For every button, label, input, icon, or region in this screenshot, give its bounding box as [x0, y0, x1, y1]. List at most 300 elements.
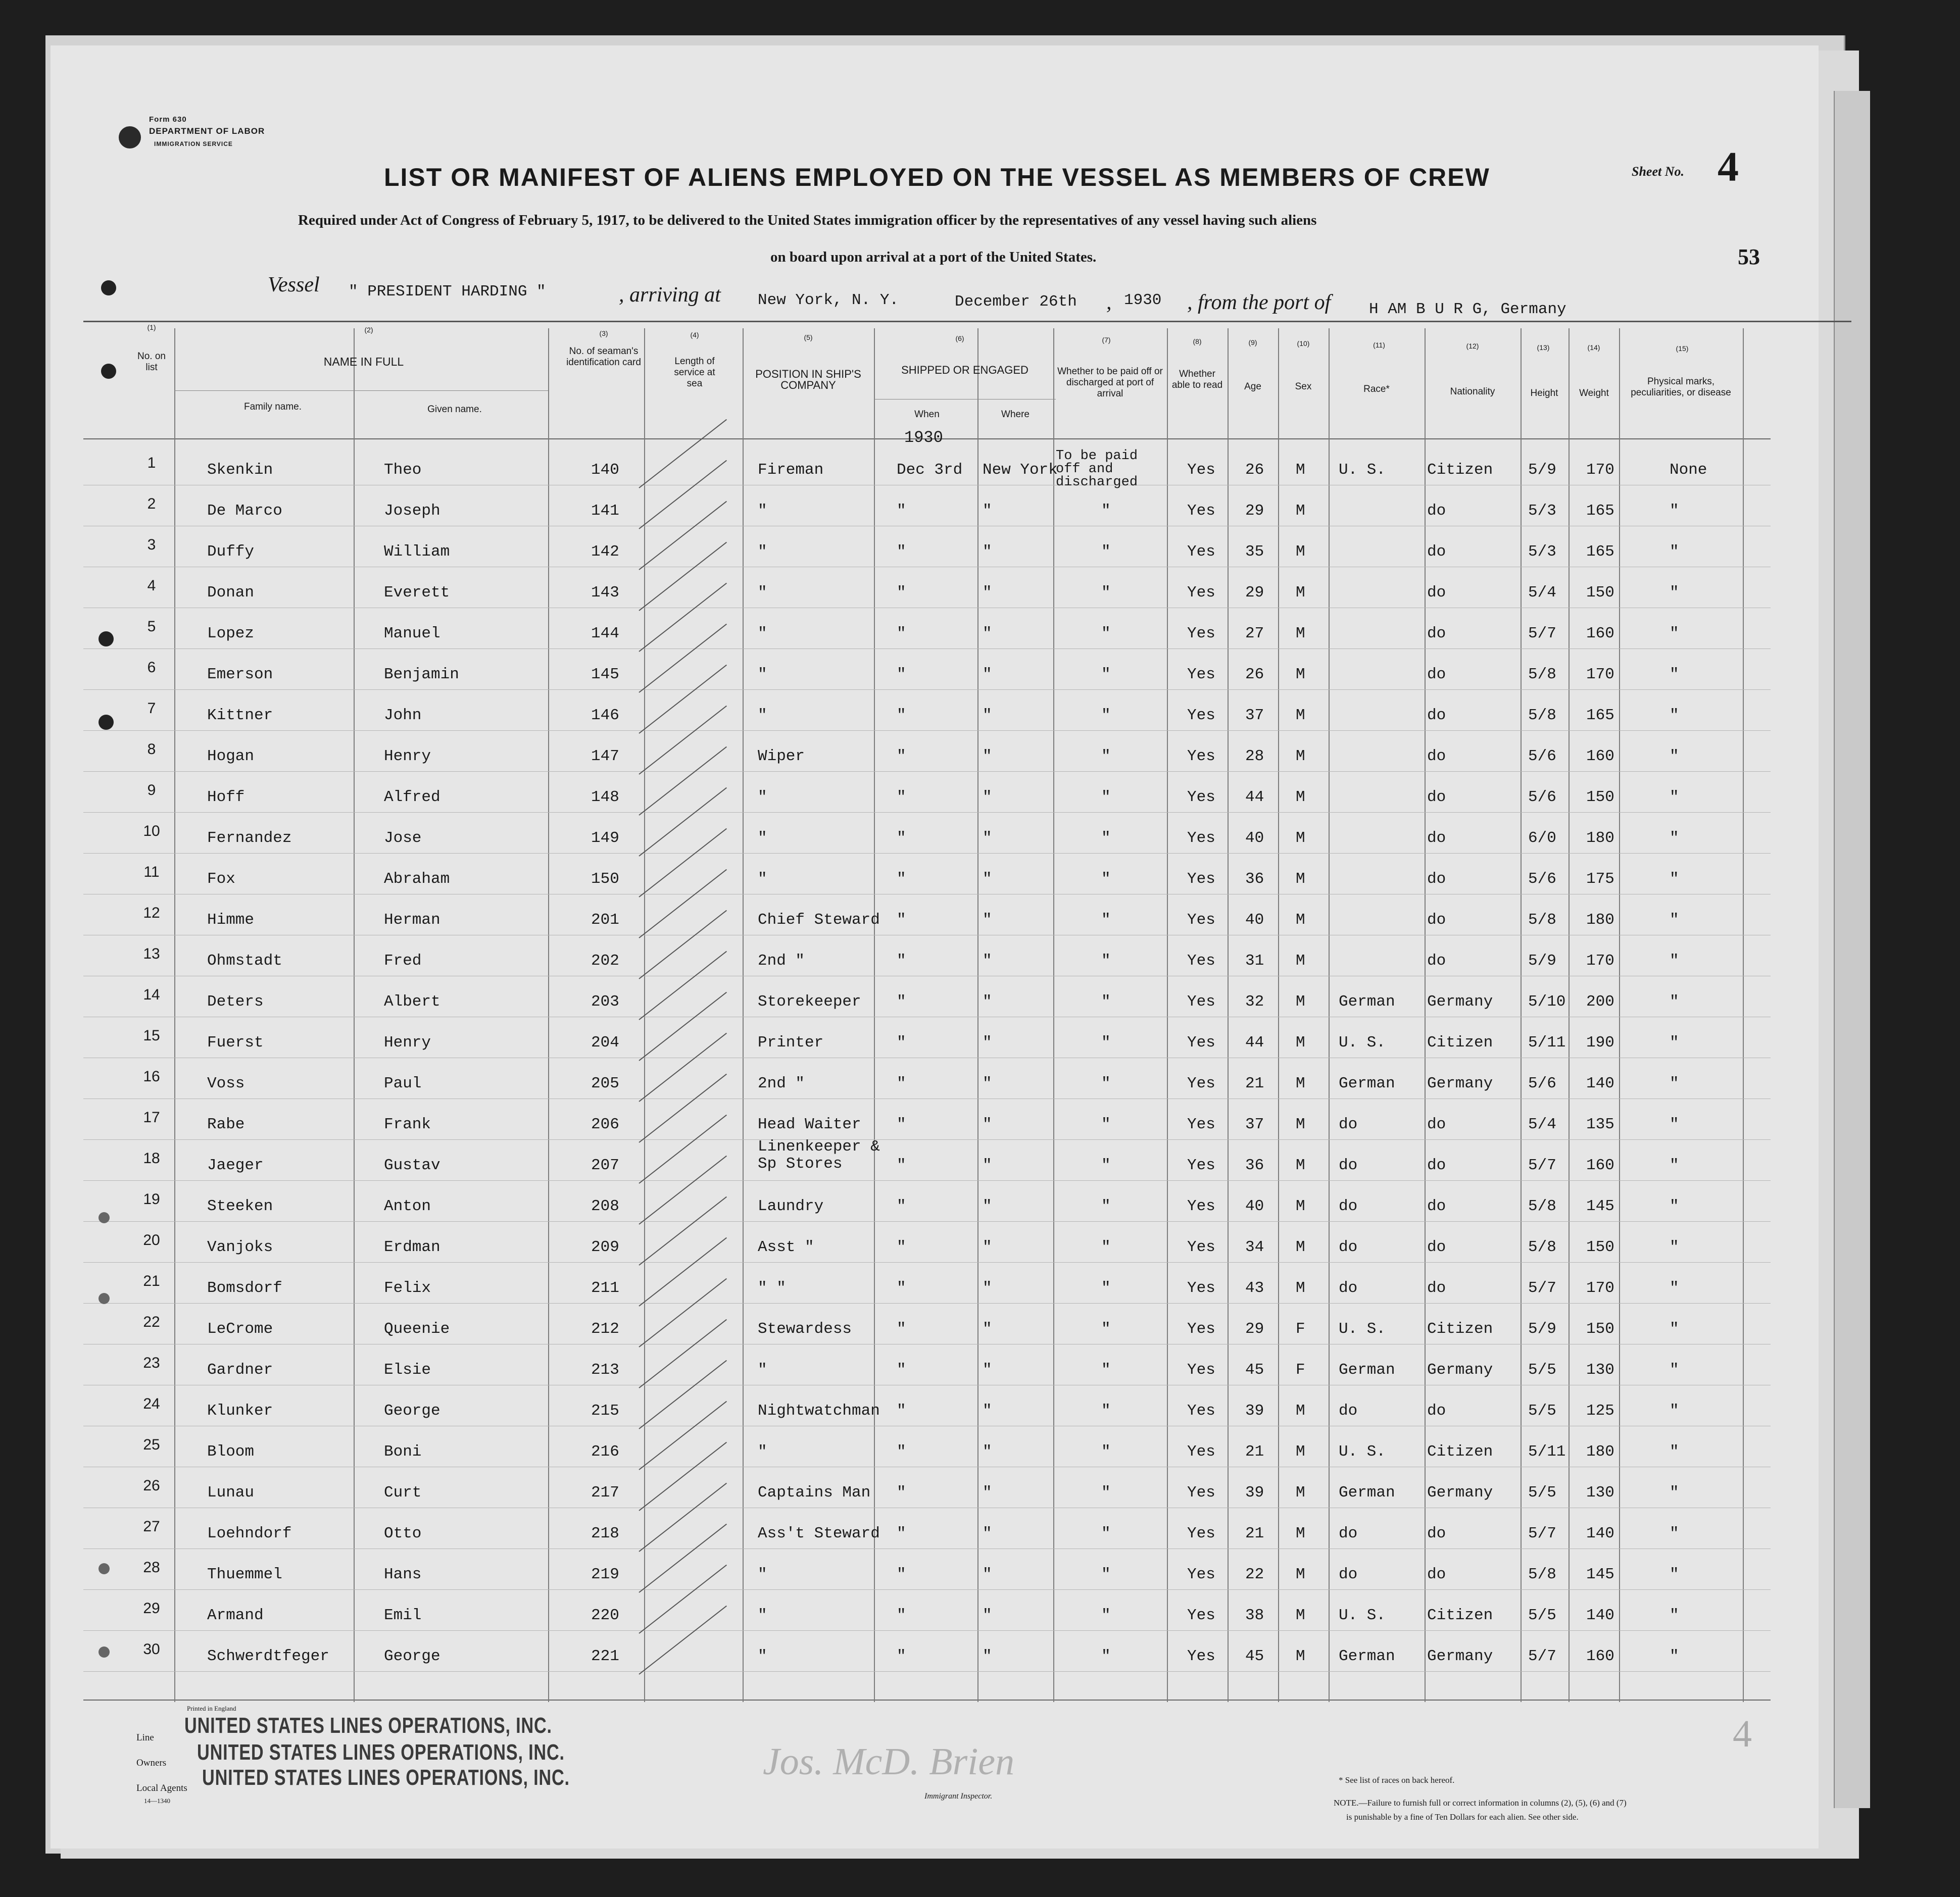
shipped-where: "	[983, 788, 992, 806]
shipped-where: "	[983, 1034, 992, 1052]
sex: M	[1296, 1566, 1305, 1583]
physical-marks: "	[1670, 1116, 1679, 1133]
able-to-read: Yes	[1187, 1484, 1215, 1502]
physical-marks: "	[1670, 625, 1679, 642]
age: 40	[1245, 911, 1264, 929]
shipped-when: "	[897, 502, 906, 520]
position: "	[758, 870, 767, 888]
given-name: Henry	[384, 747, 431, 765]
given-name: Abraham	[384, 870, 450, 888]
shipped-where: "	[983, 1116, 992, 1133]
height: 5/9	[1528, 1320, 1556, 1338]
given-name: Boni	[384, 1443, 422, 1461]
given-name: Curt	[384, 1484, 422, 1502]
nationality: do	[1427, 707, 1446, 724]
given-name: Albert	[384, 993, 440, 1011]
age: 40	[1245, 829, 1264, 847]
nationality: Citizen	[1427, 1034, 1493, 1052]
sex: M	[1296, 666, 1305, 683]
seal-icon	[119, 126, 141, 148]
nationality: do	[1427, 1525, 1446, 1542]
weight: 150	[1586, 1320, 1614, 1338]
height: 5/3	[1528, 543, 1556, 561]
age: 39	[1245, 1402, 1264, 1420]
position: 2nd "	[758, 952, 805, 970]
family-name: Himme	[207, 911, 255, 929]
weight: 170	[1586, 1279, 1614, 1297]
row-number: 21	[143, 1273, 160, 1289]
able-to-read: Yes	[1187, 1648, 1215, 1665]
given-name: John	[384, 707, 422, 724]
row-rule	[83, 1589, 1771, 1590]
shipped-when: "	[897, 870, 906, 888]
height: 5/8	[1528, 1566, 1556, 1583]
shipped-when: "	[897, 1197, 906, 1215]
physical-marks: "	[1670, 1607, 1679, 1624]
weight: 150	[1586, 584, 1614, 602]
paid-off: "	[1101, 1402, 1111, 1420]
sex: M	[1296, 1279, 1305, 1297]
shipped-when: "	[897, 1361, 906, 1379]
height: 5/9	[1528, 952, 1556, 970]
paid-off: "	[1101, 1566, 1111, 1583]
able-to-read: Yes	[1187, 1238, 1215, 1256]
family-name: Fox	[207, 870, 235, 888]
position: "	[758, 666, 767, 683]
shipped-when: "	[897, 1075, 906, 1092]
height: 5/4	[1528, 1116, 1556, 1133]
race: German	[1339, 1484, 1395, 1502]
row-number: 18	[143, 1150, 160, 1167]
row-number: 1	[147, 455, 156, 471]
year-separator: ,	[1106, 291, 1112, 314]
row-number: 3	[147, 536, 156, 553]
physical-marks: "	[1670, 1279, 1679, 1297]
able-to-read: Yes	[1187, 1116, 1215, 1133]
sex: M	[1296, 1443, 1305, 1461]
family-name: Kittner	[207, 707, 273, 724]
shipped-where: "	[983, 1279, 992, 1297]
printed-in: Printed in England	[187, 1705, 236, 1712]
able-to-read: Yes	[1187, 461, 1215, 479]
age: 45	[1245, 1648, 1264, 1665]
position: Wiper	[758, 747, 805, 765]
shipped-when: "	[897, 788, 906, 806]
shipped-where: "	[983, 625, 992, 642]
height: 5/11	[1528, 1034, 1566, 1052]
age: 44	[1245, 788, 1264, 806]
id-card: 221	[591, 1648, 619, 1665]
physical-marks: "	[1670, 1197, 1679, 1215]
height: 5/5	[1528, 1607, 1556, 1624]
nationality: do	[1427, 911, 1446, 929]
line-label: Line	[136, 1732, 154, 1743]
given-name: Erdman	[384, 1238, 440, 1256]
shipped-where: "	[983, 1607, 992, 1624]
position: Fireman	[758, 461, 824, 479]
sex: M	[1296, 788, 1305, 806]
age: 40	[1245, 1197, 1264, 1215]
given-name: Felix	[384, 1279, 431, 1297]
sex: M	[1296, 1075, 1305, 1092]
able-to-read: Yes	[1187, 952, 1215, 970]
weight: 175	[1586, 870, 1614, 888]
row-number: 10	[143, 823, 160, 839]
id-card: 212	[591, 1320, 619, 1338]
given-name: William	[384, 543, 450, 561]
vessel-label: Vessel	[268, 273, 320, 296]
family-name: Fernandez	[207, 829, 292, 847]
weight: 130	[1586, 1361, 1614, 1379]
position: " "	[758, 1279, 786, 1297]
colnum-11: (11)	[1373, 341, 1385, 349]
age: 21	[1245, 1525, 1264, 1542]
paid-off: "	[1101, 870, 1111, 888]
nationality: do	[1427, 747, 1446, 765]
given-name: George	[384, 1402, 440, 1420]
position: Ass't Steward	[758, 1525, 880, 1542]
given-name: Emil	[384, 1607, 422, 1624]
sex: M	[1296, 1607, 1305, 1624]
shipped-subdivider	[874, 399, 1056, 400]
subtitle-line1: Required under Act of Congress of February 5, 1917, to be delivered to the United States immigration officer by the representatives of any vessel having such aliens	[298, 212, 1317, 228]
hdr-race: Race*	[1363, 384, 1390, 394]
physical-marks: "	[1670, 1648, 1679, 1665]
id-card: 148	[591, 788, 619, 806]
paid-off: "	[1101, 1279, 1111, 1297]
service-label: IMMIGRATION SERVICE	[154, 140, 233, 147]
height: 5/11	[1528, 1443, 1566, 1461]
inspector-signature: Jos. McD. Brien	[763, 1740, 1015, 1783]
binder-hole	[99, 1563, 110, 1574]
able-to-read: Yes	[1187, 1034, 1215, 1052]
given-name: Everett	[384, 584, 450, 602]
race: do	[1339, 1157, 1358, 1174]
weight: 190	[1586, 1034, 1614, 1052]
family-name: Voss	[207, 1075, 245, 1092]
position: 2nd "	[758, 1075, 805, 1092]
height: 5/5	[1528, 1402, 1556, 1420]
nationality: Germany	[1427, 1075, 1493, 1092]
shipped-when: Dec 3rd	[897, 461, 963, 479]
height: 5/7	[1528, 1279, 1556, 1297]
race: German	[1339, 993, 1395, 1011]
position: Chief Steward	[758, 911, 880, 929]
nationality: do	[1427, 1116, 1446, 1133]
id-card: 206	[591, 1116, 619, 1133]
row-number: 6	[147, 659, 156, 676]
family-name: Thuemmel	[207, 1566, 282, 1583]
height: 5/8	[1528, 911, 1556, 929]
nationality: do	[1427, 584, 1446, 602]
family-name: Bloom	[207, 1443, 255, 1461]
hdr-paid-off: Whether to be paid off or discharged at port of arrival	[1057, 366, 1163, 399]
hdr-sex: Sex	[1295, 381, 1312, 392]
age: 26	[1245, 461, 1264, 479]
able-to-read: Yes	[1187, 1075, 1215, 1092]
paid-off: "	[1101, 543, 1111, 561]
row-number: 4	[147, 577, 156, 594]
colnum-13: (13)	[1537, 343, 1550, 352]
height: 5/8	[1528, 666, 1556, 683]
nationality: do	[1427, 1566, 1446, 1583]
given-name: Paul	[384, 1075, 422, 1092]
race: German	[1339, 1361, 1395, 1379]
given-name: Joseph	[384, 502, 440, 520]
given-name: Fred	[384, 952, 422, 970]
form-code: 14—1340	[144, 1797, 170, 1805]
row-number: 25	[143, 1436, 160, 1453]
given-name: Elsie	[384, 1361, 431, 1379]
paid-off: "	[1101, 747, 1111, 765]
given-name: Otto	[384, 1525, 422, 1542]
sex: M	[1296, 1525, 1305, 1542]
table-bottom-border	[83, 1700, 1771, 1701]
able-to-read: Yes	[1187, 1607, 1215, 1624]
nationality: Citizen	[1427, 1443, 1493, 1461]
paid-off: "	[1101, 1484, 1111, 1502]
id-card: 146	[591, 707, 619, 724]
position: "	[758, 1361, 767, 1379]
sheet-no-label: Sheet No.	[1632, 164, 1684, 179]
weight: 170	[1586, 461, 1614, 479]
age: 27	[1245, 625, 1264, 642]
sex: M	[1296, 461, 1305, 479]
shipped-where: "	[983, 502, 992, 520]
given-name: Theo	[384, 461, 422, 479]
shipped-where: "	[983, 1320, 992, 1338]
given-name: George	[384, 1648, 440, 1665]
shipped-where: "	[983, 1484, 992, 1502]
physical-marks: "	[1670, 788, 1679, 806]
shipped-where: "	[983, 747, 992, 765]
race: do	[1339, 1566, 1358, 1583]
family-name: Loehndorf	[207, 1525, 292, 1542]
stamp-agents: UNITED STATES LINES OPERATIONS, INC.	[202, 1765, 570, 1790]
year-entry: 1930	[904, 428, 943, 447]
id-card: 145	[591, 666, 619, 683]
paid-off: "	[1101, 1320, 1111, 1338]
weight: 140	[1586, 1607, 1614, 1624]
race-note: * See list of races on back hereof.	[1339, 1775, 1455, 1785]
height: 5/6	[1528, 788, 1556, 806]
binder-hole	[101, 364, 116, 379]
row-rule	[83, 689, 1771, 690]
age: 45	[1245, 1361, 1264, 1379]
nationality: do	[1427, 1402, 1446, 1420]
weight: 160	[1586, 1157, 1614, 1174]
shipped-when: "	[897, 1566, 906, 1583]
id-card: 216	[591, 1443, 619, 1461]
able-to-read: Yes	[1187, 1157, 1215, 1174]
binder-hole	[99, 1293, 110, 1304]
able-to-read: Yes	[1187, 911, 1215, 929]
shipped-where: "	[983, 1197, 992, 1215]
shipped-when: "	[897, 1238, 906, 1256]
paid-off: "	[1101, 1525, 1111, 1542]
pencil-page-number: 4	[1733, 1713, 1752, 1755]
row-rule	[83, 1671, 1771, 1672]
shipped-when: "	[897, 1034, 906, 1052]
age: 37	[1245, 1116, 1264, 1133]
able-to-read: Yes	[1187, 502, 1215, 520]
race: do	[1339, 1525, 1358, 1542]
age: 38	[1245, 1607, 1264, 1624]
shipped-when: "	[897, 747, 906, 765]
weight: 140	[1586, 1075, 1614, 1092]
height: 5/7	[1528, 1525, 1556, 1542]
sex: M	[1296, 1484, 1305, 1502]
nationality: Citizen	[1427, 1607, 1493, 1624]
family-name: Ohmstadt	[207, 952, 282, 970]
paid-off: "	[1101, 1157, 1111, 1174]
height: 5/10	[1528, 993, 1566, 1011]
id-card: 204	[591, 1034, 619, 1052]
nationality: Germany	[1427, 993, 1493, 1011]
given-name: Gustav	[384, 1157, 440, 1174]
vessel-name: " PRESIDENT HARDING "	[349, 283, 546, 301]
given-name: Alfred	[384, 788, 440, 806]
note-line2: is punishable by a fine of Ten Dollars for each alien. See other side.	[1346, 1812, 1579, 1822]
physical-marks: "	[1670, 1361, 1679, 1379]
family-name: Jaeger	[207, 1157, 264, 1174]
physical-marks: "	[1670, 707, 1679, 724]
given-name: Herman	[384, 911, 440, 929]
position: "	[758, 1443, 767, 1461]
position: "	[758, 543, 767, 561]
family-name: Bomsdorf	[207, 1279, 282, 1297]
age: 43	[1245, 1279, 1264, 1297]
physical-marks: "	[1670, 829, 1679, 847]
position: "	[758, 625, 767, 642]
paid-off: "	[1101, 666, 1111, 683]
row-number: 24	[143, 1395, 160, 1412]
id-card: 141	[591, 502, 619, 520]
shipped-where: "	[983, 993, 992, 1011]
row-number: 12	[143, 905, 160, 921]
inspector-label: Immigrant Inspector.	[924, 1792, 993, 1801]
position: "	[758, 1566, 767, 1583]
family-name: Lopez	[207, 625, 255, 642]
family-name: Fuerst	[207, 1034, 264, 1052]
row-number: 27	[143, 1518, 160, 1535]
weight: 180	[1586, 1443, 1614, 1461]
back-sheet-edge	[1834, 91, 1870, 1808]
physical-marks: "	[1670, 1443, 1679, 1461]
able-to-read: Yes	[1187, 1525, 1215, 1542]
able-to-read: Yes	[1187, 788, 1215, 806]
race: U. S.	[1339, 1320, 1386, 1338]
paid-off: "	[1101, 788, 1111, 806]
shipped-when: "	[897, 829, 906, 847]
weight: 165	[1586, 502, 1614, 520]
position: "	[758, 584, 767, 602]
able-to-read: Yes	[1187, 666, 1215, 683]
physical-marks: "	[1670, 747, 1679, 765]
family-name: Gardner	[207, 1361, 273, 1379]
given-name: Manuel	[384, 625, 440, 642]
height: 5/7	[1528, 1648, 1556, 1665]
able-to-read: Yes	[1187, 625, 1215, 642]
nationality: do	[1427, 829, 1446, 847]
position: Asst "	[758, 1238, 814, 1256]
nationality: do	[1427, 952, 1446, 970]
weight: 180	[1586, 911, 1614, 929]
family-name: LeCrome	[207, 1320, 273, 1338]
paid-off: "	[1101, 1075, 1111, 1092]
page-title: LIST OR MANIFEST OF ALIENS EMPLOYED ON THE VESSEL AS MEMBERS OF CREW	[384, 163, 1490, 191]
position: "	[758, 707, 767, 724]
id-card: 215	[591, 1402, 619, 1420]
able-to-read: Yes	[1187, 707, 1215, 724]
sex: M	[1296, 993, 1305, 1011]
row-rule	[83, 1303, 1771, 1304]
arrival-date: December 26th	[955, 293, 1077, 311]
shipped-when: "	[897, 666, 906, 683]
race: do	[1339, 1116, 1358, 1133]
row-number: 14	[143, 986, 160, 1003]
paid-off: "	[1101, 829, 1111, 847]
weight: 170	[1586, 952, 1614, 970]
weight: 125	[1586, 1402, 1614, 1420]
colnum-4: (4)	[690, 331, 699, 339]
hdr-nationality: Nationality	[1450, 386, 1495, 397]
age: 29	[1245, 584, 1264, 602]
shipped-when: "	[897, 1402, 906, 1420]
weight: 160	[1586, 1648, 1614, 1665]
shipped-where: "	[983, 1361, 992, 1379]
physical-marks: "	[1670, 1402, 1679, 1420]
race: do	[1339, 1197, 1358, 1215]
able-to-read: Yes	[1187, 1279, 1215, 1297]
nationality: Germany	[1427, 1484, 1493, 1502]
nationality: do	[1427, 666, 1446, 683]
row-number: 11	[143, 864, 160, 880]
age: 28	[1245, 747, 1264, 765]
sex: M	[1296, 707, 1305, 724]
table-top-border	[83, 321, 1851, 322]
colnum-3: (3)	[599, 329, 608, 337]
paid-off: To be paid off and discharged	[1056, 448, 1138, 490]
dept-label: DEPARTMENT OF LABOR	[149, 126, 265, 136]
id-card: 208	[591, 1197, 619, 1215]
shipped-where: "	[983, 1157, 992, 1174]
weight: 140	[1586, 1525, 1614, 1542]
age: 21	[1245, 1443, 1264, 1461]
nationality: do	[1427, 870, 1446, 888]
race: do	[1339, 1279, 1358, 1297]
hdr-position: POSITION IN SHIP'S COMPANY	[755, 368, 861, 391]
height: 5/8	[1528, 1238, 1556, 1256]
stamp-owners: UNITED STATES LINES OPERATIONS, INC.	[197, 1740, 565, 1765]
position: "	[758, 829, 767, 847]
age: 35	[1245, 543, 1264, 561]
height: 5/6	[1528, 870, 1556, 888]
colnum-14: (14)	[1587, 343, 1600, 352]
able-to-read: Yes	[1187, 1197, 1215, 1215]
physical-marks: "	[1670, 993, 1679, 1011]
shipped-where: "	[983, 829, 992, 847]
nationality: Citizen	[1427, 461, 1493, 479]
owners-label: Owners	[136, 1758, 167, 1768]
row-rule	[83, 648, 1771, 649]
race: do	[1339, 1238, 1358, 1256]
row-rule	[83, 730, 1771, 731]
subtitle-line2: on board upon arrival at a port of the United States.	[770, 249, 1097, 265]
shipped-where: "	[983, 584, 992, 602]
able-to-read: Yes	[1187, 1402, 1215, 1420]
id-card: 150	[591, 870, 619, 888]
